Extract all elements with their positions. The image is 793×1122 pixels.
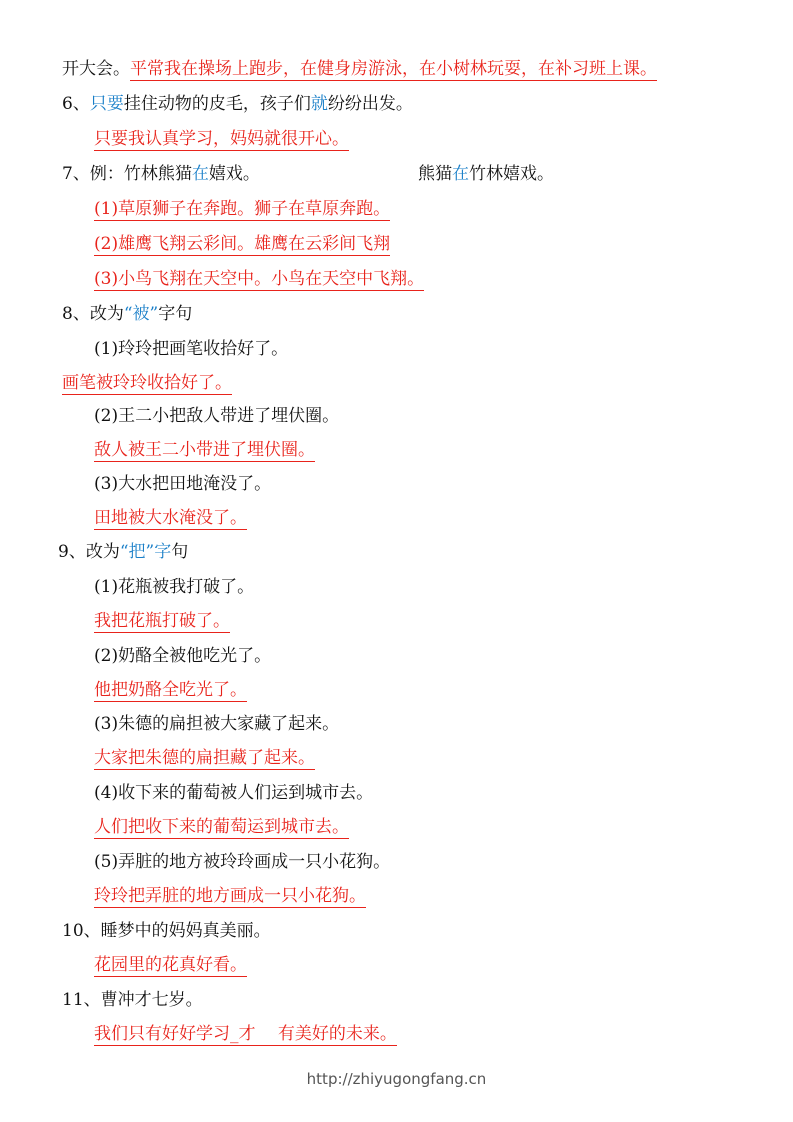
question-text: 9、改为	[58, 542, 120, 562]
answer-text: 玲玲把弄脏的地方画成一只小花狗。	[94, 886, 366, 906]
answer-11	[94, 1023, 397, 1045]
answer-7-1	[94, 198, 390, 220]
keyword: “被”	[123, 304, 159, 324]
sub-question: (2)王二小把敌人带进了埋伏圈。	[94, 406, 340, 426]
sub-answer	[94, 816, 349, 838]
question-text: 7、例：竹林熊猫	[62, 164, 192, 184]
sub-answer	[94, 679, 247, 701]
keyword: 在	[452, 164, 469, 184]
question-text: 嬉戏。	[208, 164, 260, 184]
sub-question: (4)收下来的葡萄被人们运到城市去。	[94, 783, 374, 803]
question-text: 挂住动物的皮毛，孩子们	[123, 94, 311, 114]
answer-text: 只要我认真学习，妈妈就很开心。	[94, 129, 349, 149]
answer-text: 平常我在操场上跑步，在健身房游泳，在小树林玩耍，在补习班上课。	[130, 59, 657, 79]
answer-7-2	[94, 233, 390, 255]
question-text: 字句	[158, 304, 193, 324]
sub-question: (5)弄脏的地方被玲玲画成一只小花狗。	[94, 852, 391, 872]
question-6	[62, 93, 413, 115]
answer-6	[94, 128, 349, 150]
answer-text: 我们只有好好学习_才 有美好的未来。	[94, 1024, 397, 1044]
keyword: 只要	[89, 94, 124, 114]
keyword: 在	[191, 164, 209, 184]
example-text: 熊猫	[418, 164, 452, 184]
sub-answer	[62, 372, 232, 394]
answer-text: 画笔被玲玲收拾好了。	[62, 373, 232, 393]
question-text: 纷纷出发。	[327, 94, 413, 114]
sub-answer	[94, 610, 230, 632]
question-11: 11、曹冲才七岁。	[62, 990, 203, 1010]
question-number: 6、	[62, 94, 90, 114]
keyword: “把”字	[119, 542, 172, 562]
answer-text: 田地被大水淹没了。	[94, 508, 247, 528]
answer-text: 敌人被王二小带进了埋伏圈。	[94, 440, 315, 460]
question-text: 8、改为	[62, 304, 124, 324]
continuation-text: 开大会。	[62, 59, 130, 79]
question-10: 10、睡梦中的妈妈真美丽。	[62, 921, 271, 941]
continuation-line	[62, 58, 657, 80]
answer-text: 他把奶酪全吃光了。	[94, 680, 247, 700]
sub-question: (3)大水把田地淹没了。	[94, 474, 272, 494]
question-text: 句	[171, 542, 189, 562]
answer-text: (2)雄鹰飞翔云彩间。雄鹰在云彩间飞翔	[94, 234, 391, 254]
sub-question: (3)朱德的扁担被大家藏了起来。	[94, 714, 340, 734]
answer-text: (1)草原狮子在奔跑。狮子在草原奔跑。	[94, 199, 391, 219]
example-answer	[418, 163, 554, 185]
answer-10	[94, 954, 247, 976]
answer-text: (3)小鸟飞翔在天空中。小鸟在天空中飞翔。	[94, 269, 425, 289]
answer-text: 大家把朱德的扁担藏了起来。	[94, 748, 315, 768]
keyword: 就	[310, 94, 328, 114]
answer-text: 花园里的花真好看。	[94, 955, 247, 975]
sub-question: (1)玲玲把画笔收拾好了。	[94, 339, 289, 359]
sub-answer	[94, 747, 315, 769]
question-8	[62, 303, 192, 325]
sub-answer	[94, 439, 315, 461]
answer-text: 人们把收下来的葡萄运到城市去。	[94, 817, 349, 837]
sub-answer	[94, 885, 366, 907]
footer-url: http://zhiyugongfang.cn	[306, 1070, 487, 1088]
sub-question: (2)奶酪全被他吃光了。	[94, 646, 272, 666]
example-text: 竹林嬉戏。	[469, 164, 554, 184]
sub-answer	[94, 507, 247, 529]
answer-7-3	[94, 268, 424, 290]
answer-text: 我把花瓶打破了。	[94, 611, 230, 631]
question-9	[58, 541, 188, 563]
sub-question: (1)花瓶被我打破了。	[94, 577, 255, 597]
question-7	[62, 163, 260, 185]
